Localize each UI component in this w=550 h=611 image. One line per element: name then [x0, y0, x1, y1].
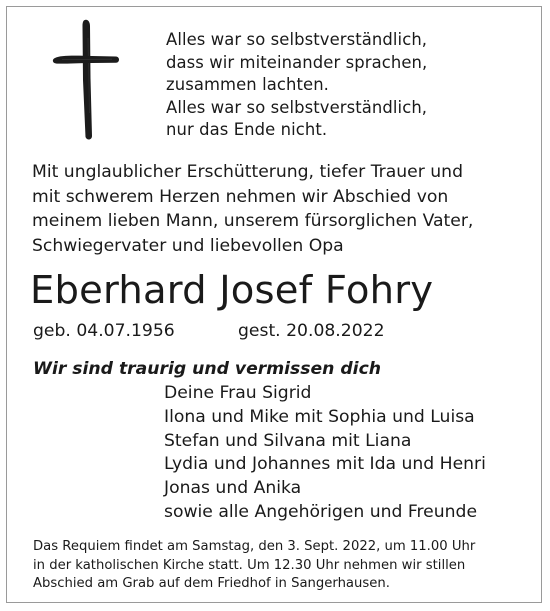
funeral-info: Das Requiem findet am Samstag, den 3. Sept. 2022, um 11.00 Uhr in der katholischen Kirche statt. Um 12.30 Uhr nehmen wir stillen Abschied am Grab auf dem Friedhof in Sangerhausen.: [33, 539, 476, 591]
mourning-heading: Wir sind traurig und vermissen dich: [33, 359, 381, 379]
poem: Alles war so selbstverständlich, dass wir miteinander sprachen, zusammen lachten. Alles war so selbstverständlich, nur das Ende nicht.: [166, 30, 428, 139]
mourner-item: Stefan und Silvana mit Liana: [164, 430, 412, 451]
mourner-item: Ilona und Mike mit Sophia und Luisa: [164, 406, 475, 427]
intro-text: Mit unglaublicher Erschütterung, tiefer Trauer und mit schwerem Herzen nehmen wir Abschied von meinem lieben Mann, unserem fürsorglichen Vater, Schwiegervater und liebevollen Opa: [32, 162, 474, 256]
death-date: gest. 20.08.2022: [238, 321, 385, 341]
cross-icon: [52, 18, 122, 143]
mourner-item: Jonas und Anika: [164, 478, 302, 499]
birth-date: geb. 04.07.1956: [33, 321, 175, 341]
deceased-name: Eberhard Josef Fohry: [30, 268, 434, 313]
mourner-list: [164, 382, 486, 525]
mourner-item: sowie alle Angehörigen und Freunde: [164, 501, 478, 522]
mourner-item: Lydia und Johannes mit Ida und Henri: [164, 454, 486, 475]
mourner-item: Deine Frau Sigrid: [164, 383, 312, 403]
